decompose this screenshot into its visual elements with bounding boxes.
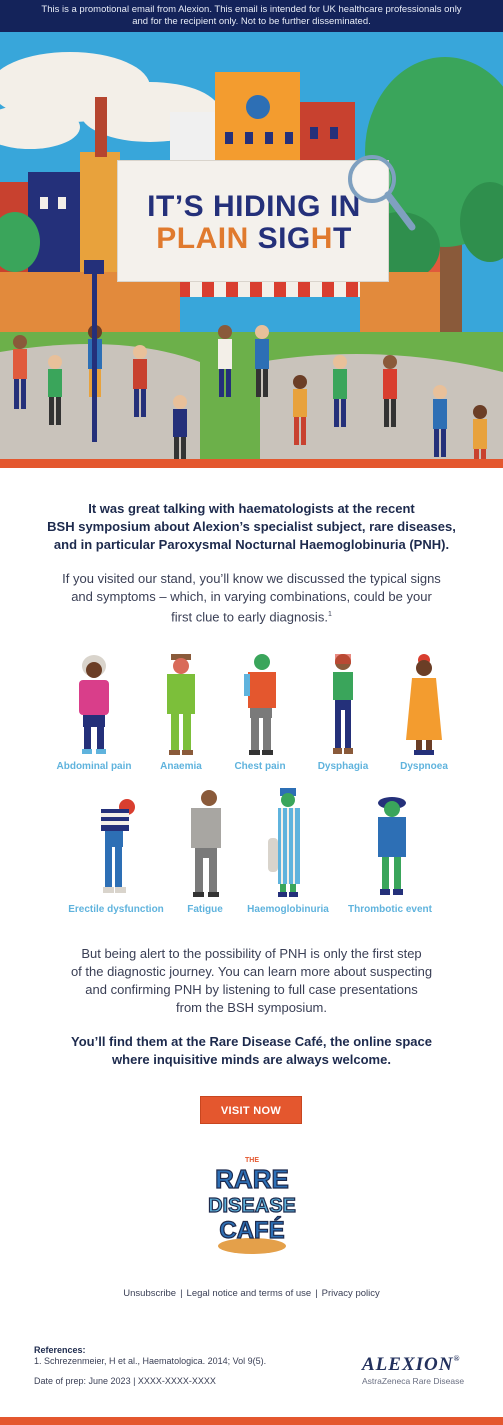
signs-line-3: [40, 606, 463, 626]
footer-divider: [0, 1417, 503, 1425]
haemoglobinuria-figure-icon: [266, 788, 310, 900]
fatigue-figure-icon: [183, 788, 227, 900]
chest-pain-figure-icon: [238, 652, 282, 757]
alexion-logo: [362, 1354, 482, 1386]
footer-links: [0, 1288, 503, 1299]
anaemia-figure-icon: [161, 652, 201, 757]
journey-line-2: of the diagnostic journey. You can learn more about suspecting: [70, 964, 433, 979]
references-heading: References:: [34, 1345, 86, 1355]
hero-title-letter-p: P: [156, 222, 177, 255]
hero-title-word-lain: LAIN: [176, 222, 249, 255]
hero-divider: [0, 459, 503, 468]
symptom-chest-pain: [229, 652, 291, 772]
intro-line-2: BSH symposium about Alexion’s specialist subject, rare diseases,: [47, 519, 456, 534]
symptom-fatigue: [176, 788, 234, 915]
references: [34, 1345, 334, 1367]
intro-line-1: It was great talking with haematologists at the recent: [88, 501, 415, 516]
logo-the-text: THE: [245, 1157, 259, 1164]
signs-paragraph: [40, 570, 463, 626]
disclaimer-line-2: and for the recipient only. Not to be further disseminated.: [132, 16, 371, 27]
thrombotic-event-figure-icon: [368, 795, 412, 900]
journey-paragraph: [50, 945, 453, 1017]
symptom-label: Anaemia: [160, 761, 202, 772]
symptom-label: Dyspnoea: [400, 761, 448, 772]
dysphagia-figure-icon: [325, 652, 361, 757]
hero-illustration: [0, 32, 503, 468]
symptom-label: Abdominal pain: [56, 761, 132, 772]
hero-title-letter-h: H: [310, 222, 333, 255]
footnote-marker: 1: [327, 611, 332, 618]
hero-title-word-sig: SIG: [248, 222, 311, 255]
abdominal-pain-figure-icon: [69, 652, 119, 757]
logo-word-rare: RARE: [215, 1164, 289, 1194]
signs-line-1: If you visited our stand, you’ll know we discussed the typical signs: [62, 571, 441, 586]
rare-disease-cafe-logo[interactable]: [203, 1150, 301, 1260]
intro-line-3: and in particular Paroxysmal Nocturnal Haemoglobinuria (PNH).: [53, 537, 450, 552]
journey-line-3: and confirming PNH by listening to full case presentations: [85, 982, 418, 997]
unsubscribe-link[interactable]: Unsubscribe: [123, 1288, 177, 1299]
hero-title-line-1: IT’S HIDING IN: [147, 190, 361, 223]
erectile-dysfunction-figure-icon: [93, 795, 139, 900]
reference-1: 1. Schrezenmeier, H et al., Haematologica. 2014; Vol 9(5).: [34, 1356, 267, 1366]
legal-notice-link[interactable]: Legal notice and terms of use: [186, 1288, 312, 1299]
footer-separator: |: [180, 1288, 183, 1299]
symptom-abdominal-pain: [52, 652, 136, 772]
alexion-name: ALEXION: [362, 1354, 454, 1375]
footer-separator: |: [315, 1288, 318, 1299]
date-of-prep: Date of prep: June 2023 | XXXX-XXXX-XXXX: [34, 1376, 216, 1386]
cafe-line-2: where inquisitive minds are always welcome.: [112, 1052, 391, 1067]
intro-text: [30, 500, 473, 554]
symptom-label: Chest pain: [234, 761, 286, 772]
disclaimer-line-1: This is a promotional email from Alexion. This email is intended for UK healthcare professionals only: [41, 4, 462, 15]
symptom-anaemia: [148, 652, 214, 772]
dyspnoea-figure-icon: [402, 652, 446, 757]
symptom-thrombotic-event: [342, 795, 438, 915]
symptom-dysphagia: [312, 652, 374, 772]
alexion-wordmark: [362, 1354, 482, 1376]
symptom-label: Haemoglobinuria: [247, 904, 329, 915]
magnifying-glass-icon: [340, 147, 420, 237]
cafe-line-1: You’ll find them at the Rare Disease Café, the online space: [71, 1034, 432, 1049]
symptom-dyspnoea: [393, 652, 455, 772]
symptom-haemoglobinuria: [241, 788, 335, 915]
symptom-label: Thrombotic event: [348, 904, 432, 915]
cafe-paragraph: [40, 1033, 463, 1069]
logo-word-disease: DISEASE: [208, 1195, 296, 1217]
privacy-policy-link[interactable]: Privacy policy: [321, 1288, 380, 1299]
visit-now-button[interactable]: VISIT NOW: [200, 1096, 302, 1124]
signs-line-3-text: first clue to early diagnosis.: [171, 609, 328, 625]
signs-line-2: and symptoms – which, in varying combinations, could be your: [71, 589, 432, 604]
journey-line-1: But being alert to the possibility of PNH is only the first step: [81, 946, 422, 961]
symptom-label: Dysphagia: [317, 761, 369, 772]
logo-word-cafe: CAFÉ: [219, 1217, 285, 1244]
symptom-erectile-dysfunction: [64, 795, 168, 915]
symptom-label: Erectile dysfunction: [68, 904, 164, 915]
hero-title-letter-t: T: [332, 222, 352, 255]
registered-mark: ®: [453, 1354, 461, 1363]
journey-line-4: from the BSH symposium.: [176, 1000, 327, 1015]
symptom-label: Fatigue: [187, 904, 223, 915]
alexion-subtitle: AstraZeneca Rare Disease: [362, 1376, 465, 1386]
disclaimer-banner: [0, 0, 503, 32]
